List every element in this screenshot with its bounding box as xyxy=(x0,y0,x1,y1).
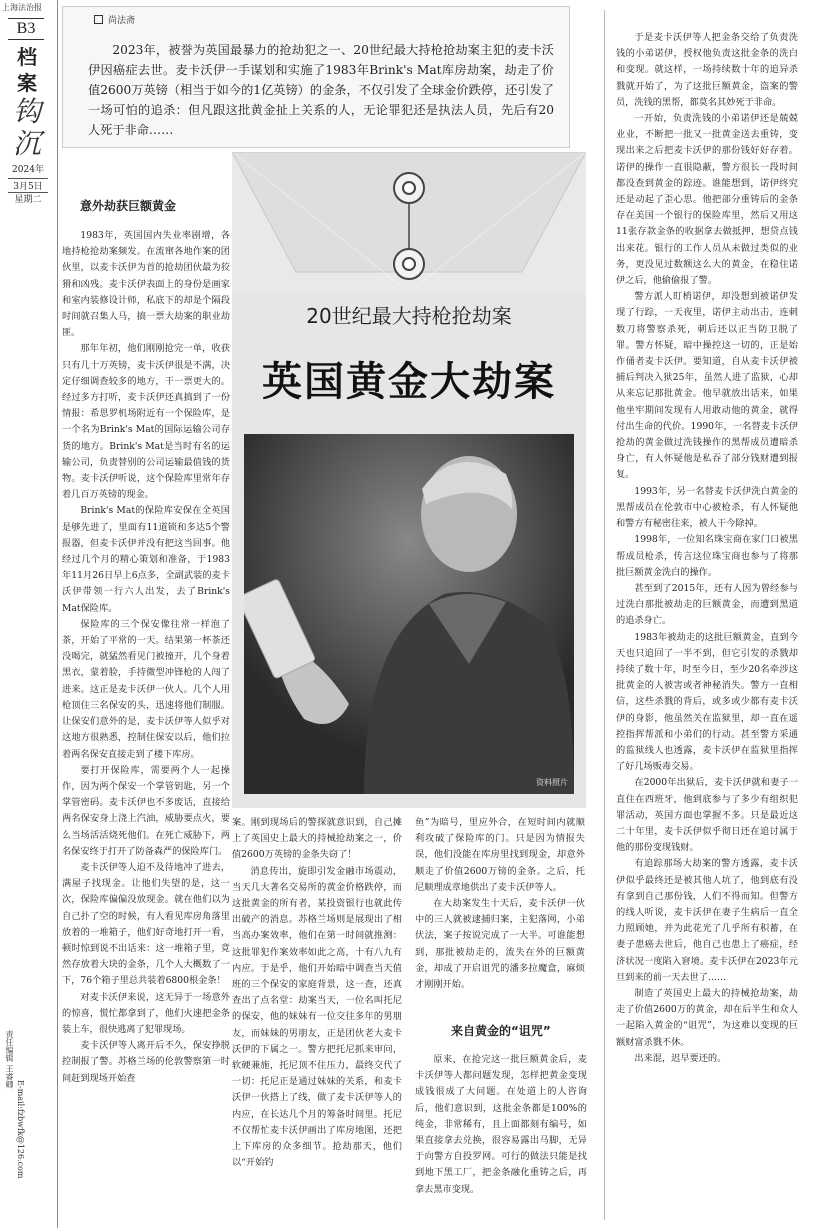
paragraph: 1993年，另一名替麦卡沃伊洗白黄金的黑帮成员在伦敦市中心被枪杀，有人怀疑他和警方有秘密往来，被人干今除掉。 xyxy=(616,485,798,530)
intro-text: 2023年，被誉为英国最暴力的抢劫犯之一、20世纪最大持枪抢劫案主犯的麦卡沃伊因癌症去世。麦卡沃伊一手谋划和实施了1983年Brink's Mat库房劫案，劫走了价值2600万英镑（相当于如今的1亿英镑）的金条，不仅引发了全球金价跌停，还引发了一场可怕的追杀：但凡跟这批黄金扯上关系的人，无论罪犯还是执法人员，先后有20人死于非命…… xyxy=(88,43,554,137)
paragraph: 一开始，负责洗钱的小弟诺伊还是兢兢业业，不断把一批又一批黄金送去重铸，变现出来之后把麦卡沃伊的那份钱好好存着。诺伊的操作一直很隐蔽，警方很长一段时间都没查到黄金的踪迹。谁能想到，诺伊终究还是动起了歪心思。他把部分重铸后的金条存在美国一个银行的保险库里，然后又用这11张存款金条的收据拿去做抵押，想贷点钱出来花。银行的工作人员从未做过类似的业务，更没见过数额这么大的黄金，在稳住诺伊之后，他偷偷报了警。 xyxy=(616,113,798,287)
masthead-divider xyxy=(57,0,58,1228)
editor-email: E-mail:fzbwfk@126.com xyxy=(16,1080,25,1179)
photo-caption: 资料照片 xyxy=(536,778,568,787)
portrait-photo xyxy=(244,434,574,794)
paper-name: 上海法治报 xyxy=(2,3,42,12)
paragraph: 要打开保险库，需要两个人一起操作，因为两个保安一个掌管钥匙，另一个掌管密码。麦卡沃伊也不多废话，直接给两名保安身上浇上汽油，威胁要点火，要么当场活活烧死他们。在死亡威胁下，两名保安终于打开了防备森严的保险库门。 xyxy=(62,764,230,857)
issue-year: 2024年 xyxy=(12,165,44,175)
square-icon xyxy=(94,15,103,24)
intro-tag-label: 尚法斋 xyxy=(108,16,136,26)
paragraph: 鱼”为暗号，里应外合，在短时间内就顺利攻破了保险库的门。只是因为情报失误，他们没能在库房里找到现金，却意外顺走了价值2600万镑的金条。之后，托尼顺理成章地供出了麦卡沃伊等人。 xyxy=(415,817,585,893)
section-heading-2: 来自黄金的“诅咒” xyxy=(451,1024,551,1038)
graphic-title: 英国黄金大劫案 xyxy=(262,358,556,405)
envelope-flap-icon xyxy=(232,152,586,292)
masthead xyxy=(0,0,56,1228)
paragraph: 警方派人盯梢诺伊，却没想到被诺伊发现了行踪，一天夜里，诺伊主动出击，连刺数刀将警察杀死，刺后还以正当防卫脱了罪。警方怀疑，暗中操控这一切的，正是始作俑者麦卡沃伊。要知道，自从麦卡沃伊被捕后判决入狱25年，虽然人进了监狱，心却从来忘记那批黄金。他早就放出话来，如果他坐牢期间发现有人用敢动他的黄金，就得付出生命的代价。1990年，一名替麦卡沃伊抢劫的黄金做过洗钱操作的黑帮成员遭暗杀身亡，有人怀疑他是私吞了部分钱财遭到报复。 xyxy=(616,291,798,481)
paragraph: 甚至到了2015年，还有人因为曾经参与过洗白那批被劫走的巨额黄金，而遭到黑道的追杀身亡。 xyxy=(616,582,798,627)
section-name: 档案 xyxy=(17,45,37,95)
paragraph: 麦卡沃伊等人迫不及待地冲了进去，满屋子找现金。让他们失望的是，这一次，保险库偏偏没放现金。就在他们以为自己扑了空的时候，有人看见库房角落里放着的一堆箱子，他们好奇地打开一看，顿时惊到说不出话来：这一堆箱子里，竟然存放着大块的金条，几个人大概数了一下，76个箱子里总共装着6800根金条！ xyxy=(62,861,230,987)
paragraph: 麦卡沃伊等人离开后不久，保安挣脱控制报了警。苏格兰场的伦敦警察第一时间赶到现场开始查 xyxy=(62,1040,230,1084)
paragraph: 案。刚到现场后的警探就意识到，自己摊上了英国史上最大的持械抢劫案之一，价值2600万英镑的金条失窃了！ xyxy=(232,817,402,861)
paragraph: 有追踪那场大劫案的警方透露，麦卡沃伊似乎最终还是被其他人坑了，他到底有没有拿到自己那份钱，人们不得而知。但警方的线人听说，麦卡沃伊在妻子生病后一直全力照顾她，并为此花光了几乎所有积蓄，在妻子患癌去世后，他自己也患上了癌症，经济状况一度陷入窘境。麦卡沃伊在2023年元旦到来的前一天去世了…… xyxy=(616,858,798,983)
editor-credit: 责任编辑 王睿卿 xyxy=(5,1030,14,1089)
article-column-4 xyxy=(616,30,798,1220)
paragraph: 1998年，一位知名珠宝商在家门口被黑帮成员枪杀，传言这位珠宝商也参与了将那批巨额黄金洗白的操作。 xyxy=(616,534,798,578)
paragraph: 在大劫案发生十天后，麦卡沃伊一伙中的三人就被逮捕归案，主犯落网，小弟伏法，案子按说完成了一大半。可谁能想到，那批被劫走的，流失在外的巨额黄金，却成了开启诅咒的潘多拉魔盒，麻烦才刚刚开始。 xyxy=(415,898,585,991)
paragraph: 于是麦卡沃伊等人把金条交给了负责洗钱的小弟诺伊，授权他负责这批金条的洗白和变现。就这样，一场持续数十年的追异杀戮就开始了，为了这批巨额黄金，盗案的警员，洗钱的黑帮，都莫名其妙死于非命。 xyxy=(616,32,798,108)
paragraph: 制造了英国史上最大的持械抢劫案，劫走了价值2600万的黄金，却在后半生和众人一起陷入黄金的“诅咒”，为这难以变现的巨额财富杀戮不休。 xyxy=(616,987,798,1048)
issue-date: 3月5日 xyxy=(8,178,48,193)
article-column-3 xyxy=(415,815,585,1015)
paragraph: 原来，在抢完这一批巨额黄金后，麦卡沃伊等人都问题发现，怎样把黄金变现成钱很成了大问题。在处道上的人咨询后，他们意识到，这批金条都是100%的纯金，非常稀有，且上面都刻有编号，如果直接拿去兑换，很容易露出马脚，无异于向警方自投罗网。可行的做法只能是找到地下黑工厂，把金条融化重铸之后，再拿去黑市变现。 xyxy=(415,1054,587,1195)
man-holding-gold-icon xyxy=(244,434,574,794)
intro-tag xyxy=(90,12,139,27)
paragraph: 对麦卡沃伊来说，这无异于一场意外的惊喜，慌忙都拿到了，他们火速把金条装上车，很快逃离了犯罪现场。 xyxy=(62,991,230,1035)
paragraph: 在2000年出狱后，麦卡沃伊就和妻子一直住在西班牙，他到底参与了多少有组织犯罪活动，英国方面也掌握不多。只是最近这二十年里，麦卡沃伊似乎彻日还在追讨属于他的那份变现钱财。 xyxy=(616,777,798,854)
graphic-subtitle: 20世纪最大持枪抢劫案 xyxy=(306,304,512,328)
paragraph: 出来混，迟早要还的。 xyxy=(634,1052,727,1064)
column-divider xyxy=(604,10,605,1220)
paragraph: 1983年被劫走的这批巨额黄金，直到今天也只追回了一半不到，但它引发的杀戮却持续了数十年，时至今日，至少20名牵涉这批黄金的人被害或者神秘消失。警方一直相信，这些杀戮的背后，或多或少都有麦卡沃伊的身影，他虽然关在监狱里，却一直在遥控指挥帮派和小弟们的行动。甚至警方采通的监狱线人也透露，麦卡沃伊在监狱里指挥了好几场贩毒交易。 xyxy=(616,631,798,773)
column-name: 钩沉 xyxy=(12,95,41,160)
article-column-2 xyxy=(232,815,402,1215)
article-column-3b xyxy=(415,1052,587,1216)
paragraph: 1983年，英国国内失业率剧增，各地持枪抢劫案频发。在流窜各地作案的团伙里，以麦卡沃伊为首的抢劫团伙最为狡猾和凶残。麦卡沃伊表面上的身份是画家和室内装修设计师，私底下的却是个隔段时间就召集人马，搞一票大劫案的职业劫匪。 xyxy=(62,230,230,339)
article-column-1 xyxy=(62,228,230,1216)
paragraph: Brink's Mat的保险库安保在全英国是够先进了，里面有11道锁和多达5个警报器，但麦卡沃伊并没有把这当回事。他经过几个月的精心策划和准备，于1983年11月26日早上6点多，全副武装的麦卡沃伊带领一行六人出发，去了Brink's Mat保险库。 xyxy=(62,505,230,614)
paragraph: 那年年初，他们刚刚抢完一单，收获只有几十万英镑，麦卡沃伊很是不满，决定仔细调查较多的地方，干一票更大的。经过多方打听，麦卡沃伊还真搞到了一份情报：希思罗机场附近有一个保险库，是一个名为Brink's Mat的国际运输公司存货的地方。Brink's Mat是当时有名的运输公司，负责替别的公司运输最值钱的货物。麦卡沃伊听说，这个保险库里常年存着几百万英镑的现金。 xyxy=(62,343,230,501)
envelope-graphic xyxy=(232,152,586,808)
section-heading-1: 意外劫获巨额黄金 xyxy=(80,199,177,213)
paragraph: 消息传出，旋即引发金融市场震动，当天几大著名交易所的黄金价格跌停，而这批黄金的所有者，某投资银行也就此传出破产的消息。苏格兰场则是展现出了相当高办案效率，他们在第一时间就推测：这批罪犯作案效率如此之高，十有八九有内应。于是乎，他们开始暗中调查当天值班的三个保安的家庭背景，这一查，还真查出了点名堂：劫案当天，一位名叫托尼的保安，他的妹妹有一位交往多年的男朋友，而妹妹的男朋友，正是团伙老大麦卡沃伊的下属之一。警方把托尼抓来审问，软硬兼施，托尼顶不住压力，最终交代了一切：托尼正是通过妹妹的关系，和麦卡沃伊一伙搭上了线，做了麦卡沃伊等人的内应，在长达几个月的筹备时间里。托尼不仅帮忙麦卡沃伊画出了库房地图，还把上下库房的众多细节。抢劫那天，他们以“开始钓 xyxy=(232,865,402,1169)
paragraph: 保险库的三个保安像往常一样泡了茶，开始了平常的一天。结果第一杯茶还没喝完，就猛然看见门被撞开，几个身着黑衣，蒙着脸，手持微型冲锋枪的人闯了进来。这正是麦卡沃伊一伙人。几个人用枪顶住三名保安的头，迅速将他们制服。让保安们意外的是，麦卡沃伊等人似乎对这地方很熟悉，控制住保安以后，他们拉着两名保安直接走到了楼下库房。 xyxy=(62,618,230,760)
page-number: B3 xyxy=(8,18,44,40)
issue-weekday: 星期二 xyxy=(14,195,42,205)
